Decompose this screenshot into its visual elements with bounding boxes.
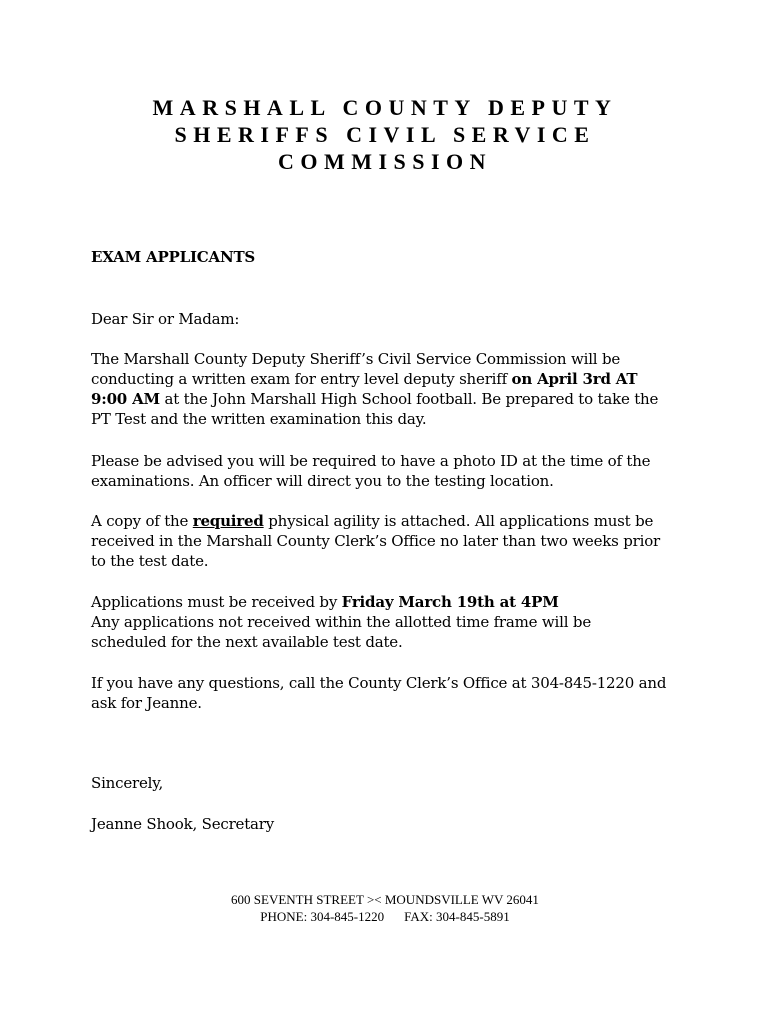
exam-time-emphasis: 9:00 AM bbox=[91, 390, 160, 408]
text-run: A copy of the bbox=[91, 512, 193, 530]
footer-address: 600 SEVENTH STREET >< MOUNDSVILLE WV 26041 bbox=[231, 892, 539, 907]
footer-contact bbox=[0, 891, 770, 925]
title-line-1: MARSHALL COUNTY DEPUTY bbox=[152, 95, 618, 120]
signature: Jeanne Shook, Secretary bbox=[91, 815, 275, 833]
paragraph-line bbox=[91, 511, 691, 531]
text-run: at the John Marshall High School football. Be prepared to take the bbox=[159, 390, 659, 408]
exam-date-emphasis: on April 3rd AT bbox=[511, 370, 638, 388]
paragraph-line: Any applications not received within the allotted time frame will be bbox=[91, 613, 591, 631]
paragraph-line: to the test date. bbox=[91, 552, 209, 570]
paragraph-line bbox=[91, 389, 691, 409]
paragraph-photo-id bbox=[91, 451, 691, 491]
footer-phone-fax bbox=[0, 908, 770, 925]
footer-fax: FAX: 304-845-5891 bbox=[404, 909, 510, 924]
closing: Sincerely, bbox=[91, 774, 164, 792]
deadline-emphasis: Friday March 19th at 4PM bbox=[341, 593, 559, 611]
footer-phone: PHONE: 304-845-1220 bbox=[260, 909, 385, 924]
text-run: conducting a written exam for entry level deputy sheriff bbox=[91, 370, 512, 388]
paragraph-line: Please be advised you will be required to have a photo ID at the time of the bbox=[91, 452, 651, 470]
text-run: Applications must be received by bbox=[91, 593, 342, 611]
letterhead-title bbox=[0, 94, 770, 175]
paragraph-line: examinations. An officer will direct you to the testing location. bbox=[91, 472, 554, 490]
salutation: Dear Sir or Madam: bbox=[91, 310, 240, 328]
paragraph-line: The Marshall County Deputy Sheriff’s Civil Service Commission will be bbox=[91, 350, 621, 368]
letter-heading: EXAM APPLICANTS bbox=[91, 248, 256, 266]
required-emphasis: required bbox=[192, 512, 264, 530]
paragraph-exam-details bbox=[91, 349, 691, 429]
paragraph-deadline bbox=[91, 592, 691, 652]
paragraph-line bbox=[91, 592, 691, 612]
title-line-2: SHERIFFS CIVIL SERVICE bbox=[174, 122, 596, 147]
paragraph-agility bbox=[91, 511, 691, 571]
paragraph-line bbox=[91, 369, 691, 389]
paragraph-line: If you have any questions, call the County Clerk’s Office at 304-845-1220 and bbox=[91, 674, 667, 692]
paragraph-line: ask for Jeanne. bbox=[91, 694, 202, 712]
paragraph-line: scheduled for the next available test date. bbox=[91, 633, 403, 651]
title-line-3: COMMISSION bbox=[277, 149, 493, 174]
text-run: physical agility is attached. All applications must be bbox=[263, 512, 654, 530]
paragraph-line: PT Test and the written examination this day. bbox=[91, 410, 427, 428]
paragraph-line: received in the Marshall County Clerk’s Office no later than two weeks prior bbox=[91, 532, 661, 550]
paragraph-questions bbox=[91, 673, 691, 713]
